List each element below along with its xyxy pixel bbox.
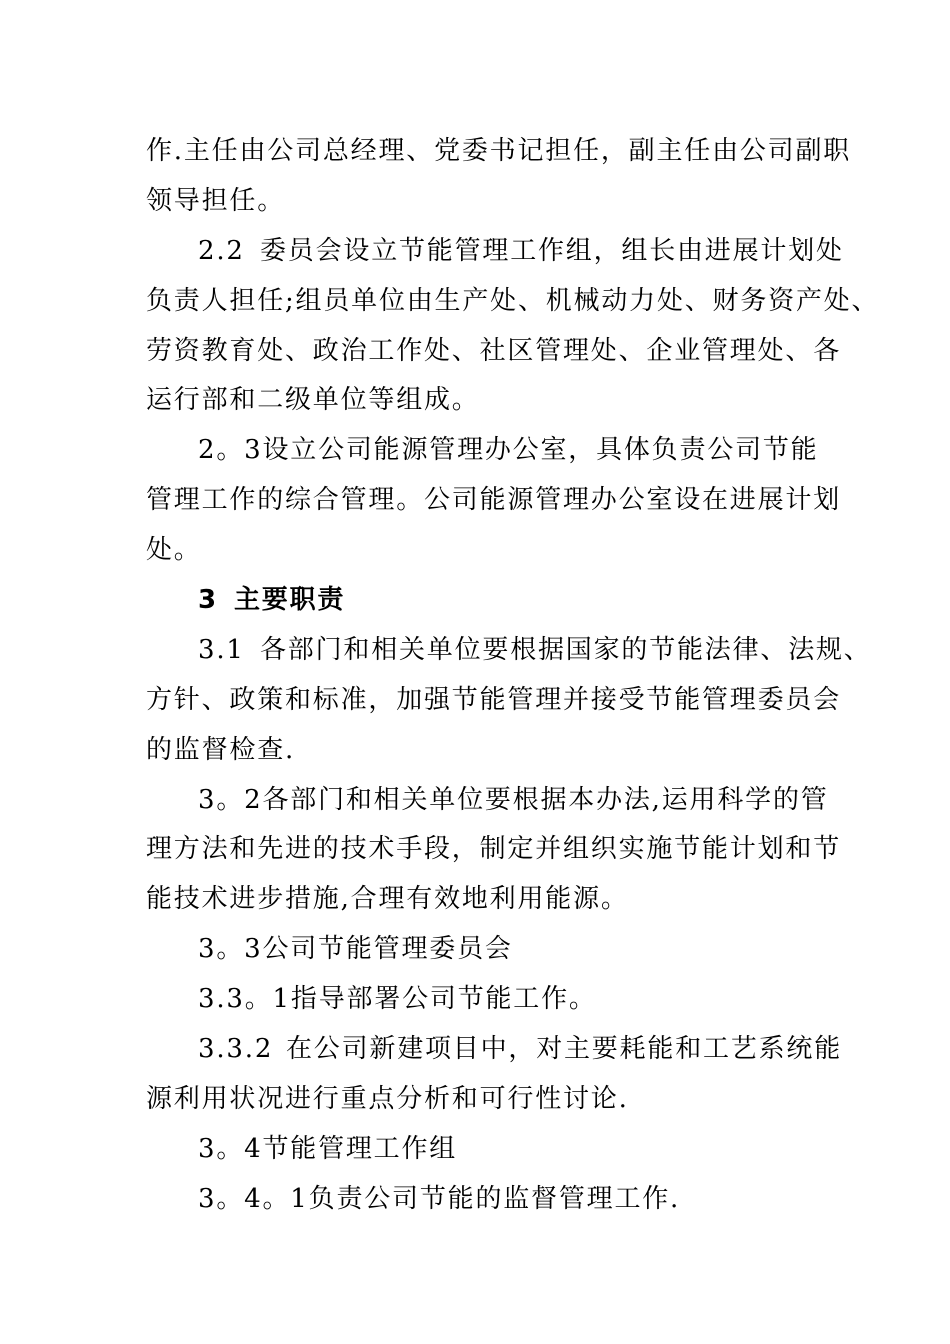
clause-text: 公司节能管理委员会	[262, 934, 513, 965]
text-line: 管理工作的综合管理。公司能源管理办公室设在进展计划	[146, 485, 842, 516]
text-line	[146, 925, 836, 975]
paragraph-3-1	[146, 626, 872, 776]
clause-text: 在公司新建项目中，对主要耗能和工艺系统能	[286, 1034, 843, 1065]
text-line: 处。	[146, 535, 202, 566]
clause-text: 节能管理工作组	[262, 1133, 458, 1164]
paragraph-3-3	[146, 925, 836, 975]
text-line: 负责人担任;组员单位由生产处、机械动力处、财务资产处、	[146, 285, 880, 316]
section-heading-3	[146, 576, 836, 626]
document-body	[146, 127, 880, 1225]
section-title: 主要职责	[234, 585, 346, 616]
clause-text: 各部门和相关单位要根据国家的节能法律、法规、	[260, 634, 872, 665]
clause-number: 3.3.2	[198, 1034, 274, 1065]
text-line: 领导担任。	[146, 185, 286, 216]
clause-number: 3.3。1	[198, 984, 291, 1015]
text-line: 作.主任由公司总经理、党委书记担任，副主任由公司副职	[146, 136, 852, 166]
text-line: 能技术进步措施,合理有效地利用能源。	[146, 884, 629, 915]
text-line	[146, 776, 836, 826]
text-line	[146, 426, 836, 476]
text-line: 方针、政策和标准，加强节能管理并接受节能管理委员会	[146, 684, 842, 715]
paragraph-3-2	[146, 776, 842, 926]
text-line: 运行部和二级单位等组成。	[146, 385, 480, 416]
clause-text: 指导部署公司节能工作。	[290, 984, 597, 1015]
clause-text: 委员会设立节能管理工作组，组长由进展计划处	[260, 235, 844, 266]
paragraph-2-2	[146, 227, 880, 427]
text-line: 理方法和先进的技术手段，制定并组织实施节能计划和节	[146, 834, 842, 865]
text-line: 劳资教育处、政治工作处、社区管理处、企业管理处、各	[146, 335, 842, 366]
text-line: 的监督检查.	[146, 734, 296, 765]
clause-number: 3。4	[198, 1133, 263, 1164]
clause-text: 负责公司节能的监督管理工作.	[308, 1183, 681, 1214]
paragraph	[146, 127, 852, 227]
paragraph-3-3-1	[146, 975, 836, 1025]
clause-text: 各部门和相关单位要根据本办法,运用科学的管	[262, 784, 829, 815]
paragraph-3-4	[146, 1125, 836, 1175]
section-number: 3	[198, 585, 218, 616]
paragraph-3-4-1	[146, 1175, 836, 1225]
clause-text: 设立公司能源管理办公室，具体负责公司节能	[262, 435, 819, 466]
section-heading	[146, 576, 836, 626]
text-line	[146, 975, 836, 1025]
text-line	[146, 1175, 836, 1225]
clause-number: 3.1	[198, 634, 245, 665]
text-line	[146, 626, 872, 676]
paragraph-2-3	[146, 426, 842, 576]
text-line	[146, 1025, 843, 1075]
text-line	[146, 1125, 836, 1175]
clause-number: 2。3	[198, 435, 263, 466]
text-line	[146, 227, 844, 277]
clause-number: 2.2	[198, 235, 245, 266]
clause-number: 3。3	[198, 934, 263, 965]
clause-number: 3。4。1	[198, 1183, 309, 1214]
text-line: 源利用状况进行重点分析和可行性讨论.	[146, 1083, 629, 1114]
clause-number: 3。2	[198, 784, 263, 815]
paragraph-3-3-2	[146, 1025, 843, 1125]
